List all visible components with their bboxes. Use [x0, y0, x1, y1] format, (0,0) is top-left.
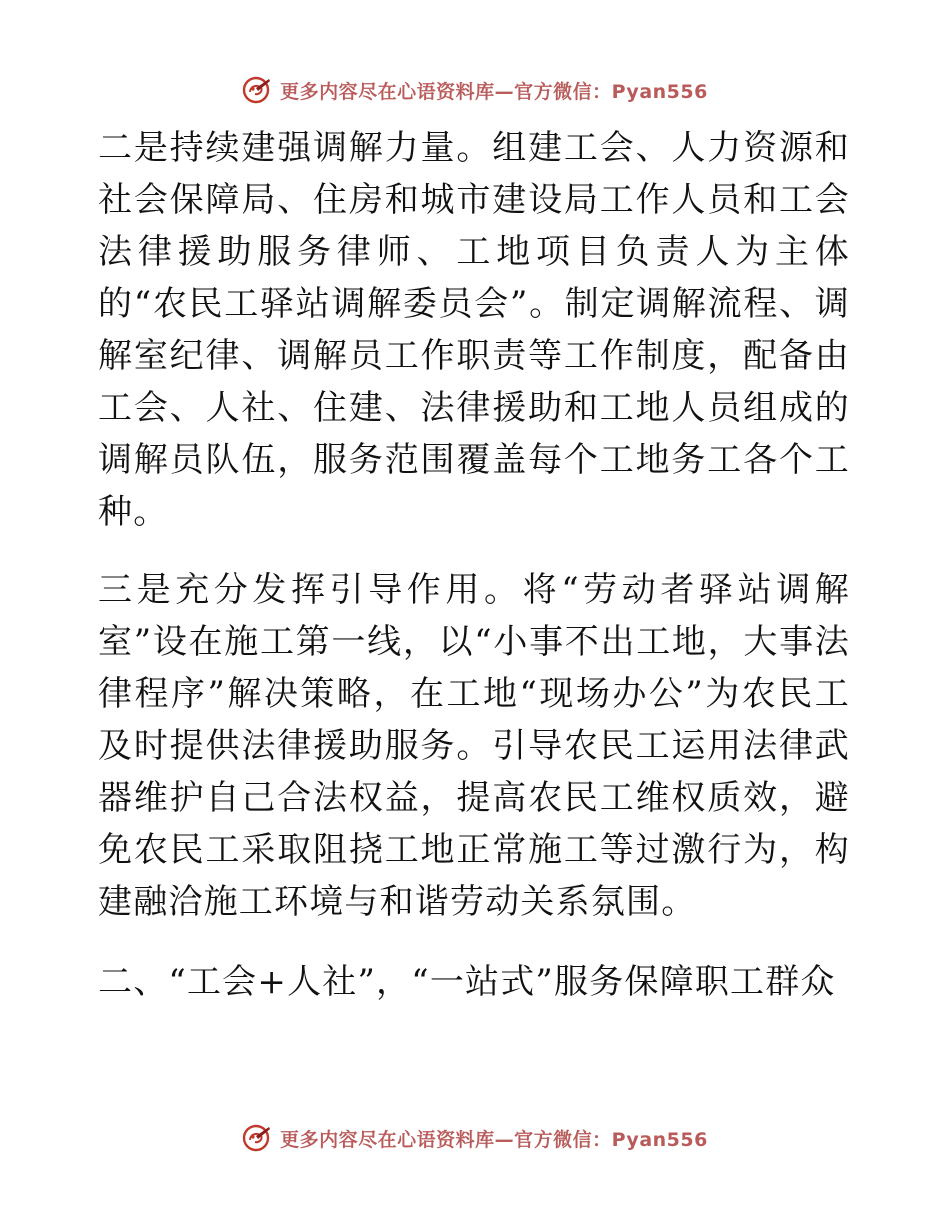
brain-pen-logo-icon: [242, 75, 272, 105]
section-heading: 二、“工会+人社”，“一站式”服务保障职工群众: [98, 962, 836, 1002]
paragraph-guidance-role: 三是充分发挥引导作用。将“劳动者驿站调解室”设在施工第一线，以“小事不出工地，大事法律程序”解决策略，在工地“现场办公”为农民工及时提供法律援助服务。引导农民工运用法律武器维护自己合法权益，提高农民工维权质效，避免农民工采取阻挠工地正常施工等过激行为，构建融洽施工环境与和谐劳动关系氛围。: [98, 570, 850, 922]
footer-banner: [0, 1118, 950, 1158]
brain-pen-logo-icon: [242, 1123, 272, 1153]
paragraph-mediation-strength: 二是持续建强调解力量。组建工会、人力资源和社会保障局、住房和城市建设局工作人员和工会法律援助服务律师、工地项目负责人为主体的“农民工驿站调解委员会”。制定调解流程、调解室纪律、调解员工作职责等工作制度，配备由工会、人社、住建、法律援助和工地人员组成的调解员队伍，服务范围覆盖每个工地务工各个工种。: [98, 128, 850, 532]
document-body: [98, 122, 850, 1008]
header-banner: [0, 70, 950, 110]
header-banner-text: 更多内容尽在心语资料库—官方微信：Pyan556: [280, 80, 708, 103]
footer-banner-text: 更多内容尽在心语资料库—官方微信：Pyan556: [280, 1128, 708, 1151]
